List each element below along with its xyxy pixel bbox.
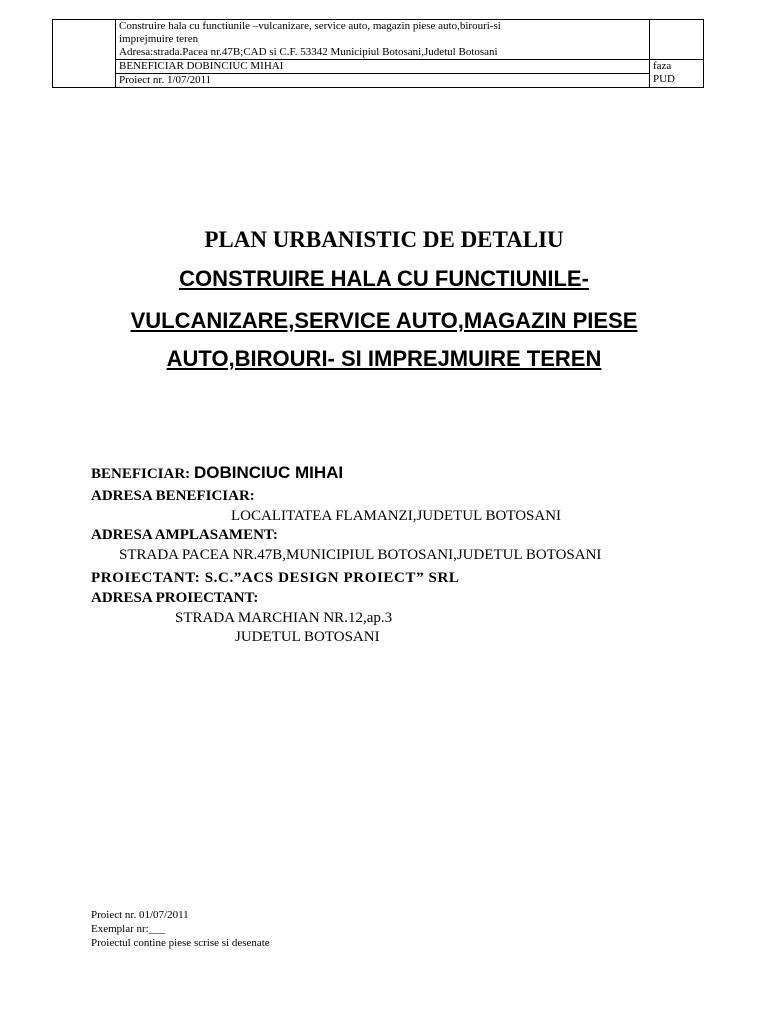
header-phase-value: PUD <box>653 73 676 85</box>
beneficiar-line <box>91 464 343 483</box>
footer-contents-note: Proiectul contine piese scrise si desenate <box>91 937 270 949</box>
header-phase-cell <box>650 60 704 88</box>
subtitle-line-2: VULCANIZARE,SERVICE AUTO,MAGAZIN PIESE <box>130 308 638 333</box>
header-project-cell <box>116 20 650 60</box>
adresa-proiectant-label: ADRESA PROIECTANT: <box>91 590 259 606</box>
document-title: PLAN URBANISTIC DE DETALIU <box>204 227 564 252</box>
adresa-amplasament-value: STRADA PACEA NR.47B,MUNICIPIUL BOTOSANI,JUDETUL BOTOSANI <box>119 547 602 563</box>
adresa-proiectant-line-2: JUDETUL BOTOSANI <box>235 629 380 645</box>
subtitle-line-1: CONSTRUIRE HALA CU FUNCTIUNILE- <box>179 266 589 291</box>
adresa-beneficiar-value: LOCALITATEA FLAMANZI,JUDETUL BOTOSANI <box>231 508 562 524</box>
header-row-1 <box>53 20 704 60</box>
beneficiar-label: BENEFICIAR: <box>91 466 191 482</box>
adresa-beneficiar-label: ADRESA BENEFICIAR: <box>91 488 255 504</box>
footer-project-number: Proiect nr. 01/07/2011 <box>91 909 189 921</box>
title-block <box>60 226 708 371</box>
header-project-number-cell: Proiect nr. 1/07/2011 <box>116 74 650 88</box>
header-row-3 <box>53 74 704 88</box>
adresa-amplasament-label: ADRESA AMPLASAMENT: <box>91 527 278 543</box>
header-table <box>52 19 704 88</box>
header-row-2 <box>53 60 704 74</box>
footer-copy-number: Exemplar nr:___ <box>91 923 166 935</box>
footer <box>91 908 270 950</box>
adresa-proiectant-line-1: STRADA MARCHIAN NR.12,ap.3 <box>175 610 393 626</box>
header-phase-label: faza <box>653 60 672 72</box>
header-project-line-2: imprejmuire teren <box>119 33 199 45</box>
header-right-cell-1 <box>650 20 704 60</box>
header-blank-cell <box>53 20 116 88</box>
proiectant-line: PROIECTANT: S.C.”ACS DESIGN PROIECT” SRL <box>91 570 460 586</box>
header-address-line: Adresa:strada.Pacea nr.47B;CAD si C.F. 53342 Municipiul Botosani,Judetul Botosani <box>119 46 498 58</box>
header-beneficiar-cell: BENEFICIAR DOBINCIUC MIHAI <box>116 60 650 74</box>
subtitle-line-3: AUTO,BIROURI- SI IMPREJMUIRE TEREN <box>166 346 602 371</box>
header-project-line-1: Construire hala cu functiunile –vulcanizare, service auto, magazin piese auto,birouri-si <box>119 20 501 32</box>
beneficiar-value: DOBINCIUC MIHAI <box>193 463 344 482</box>
